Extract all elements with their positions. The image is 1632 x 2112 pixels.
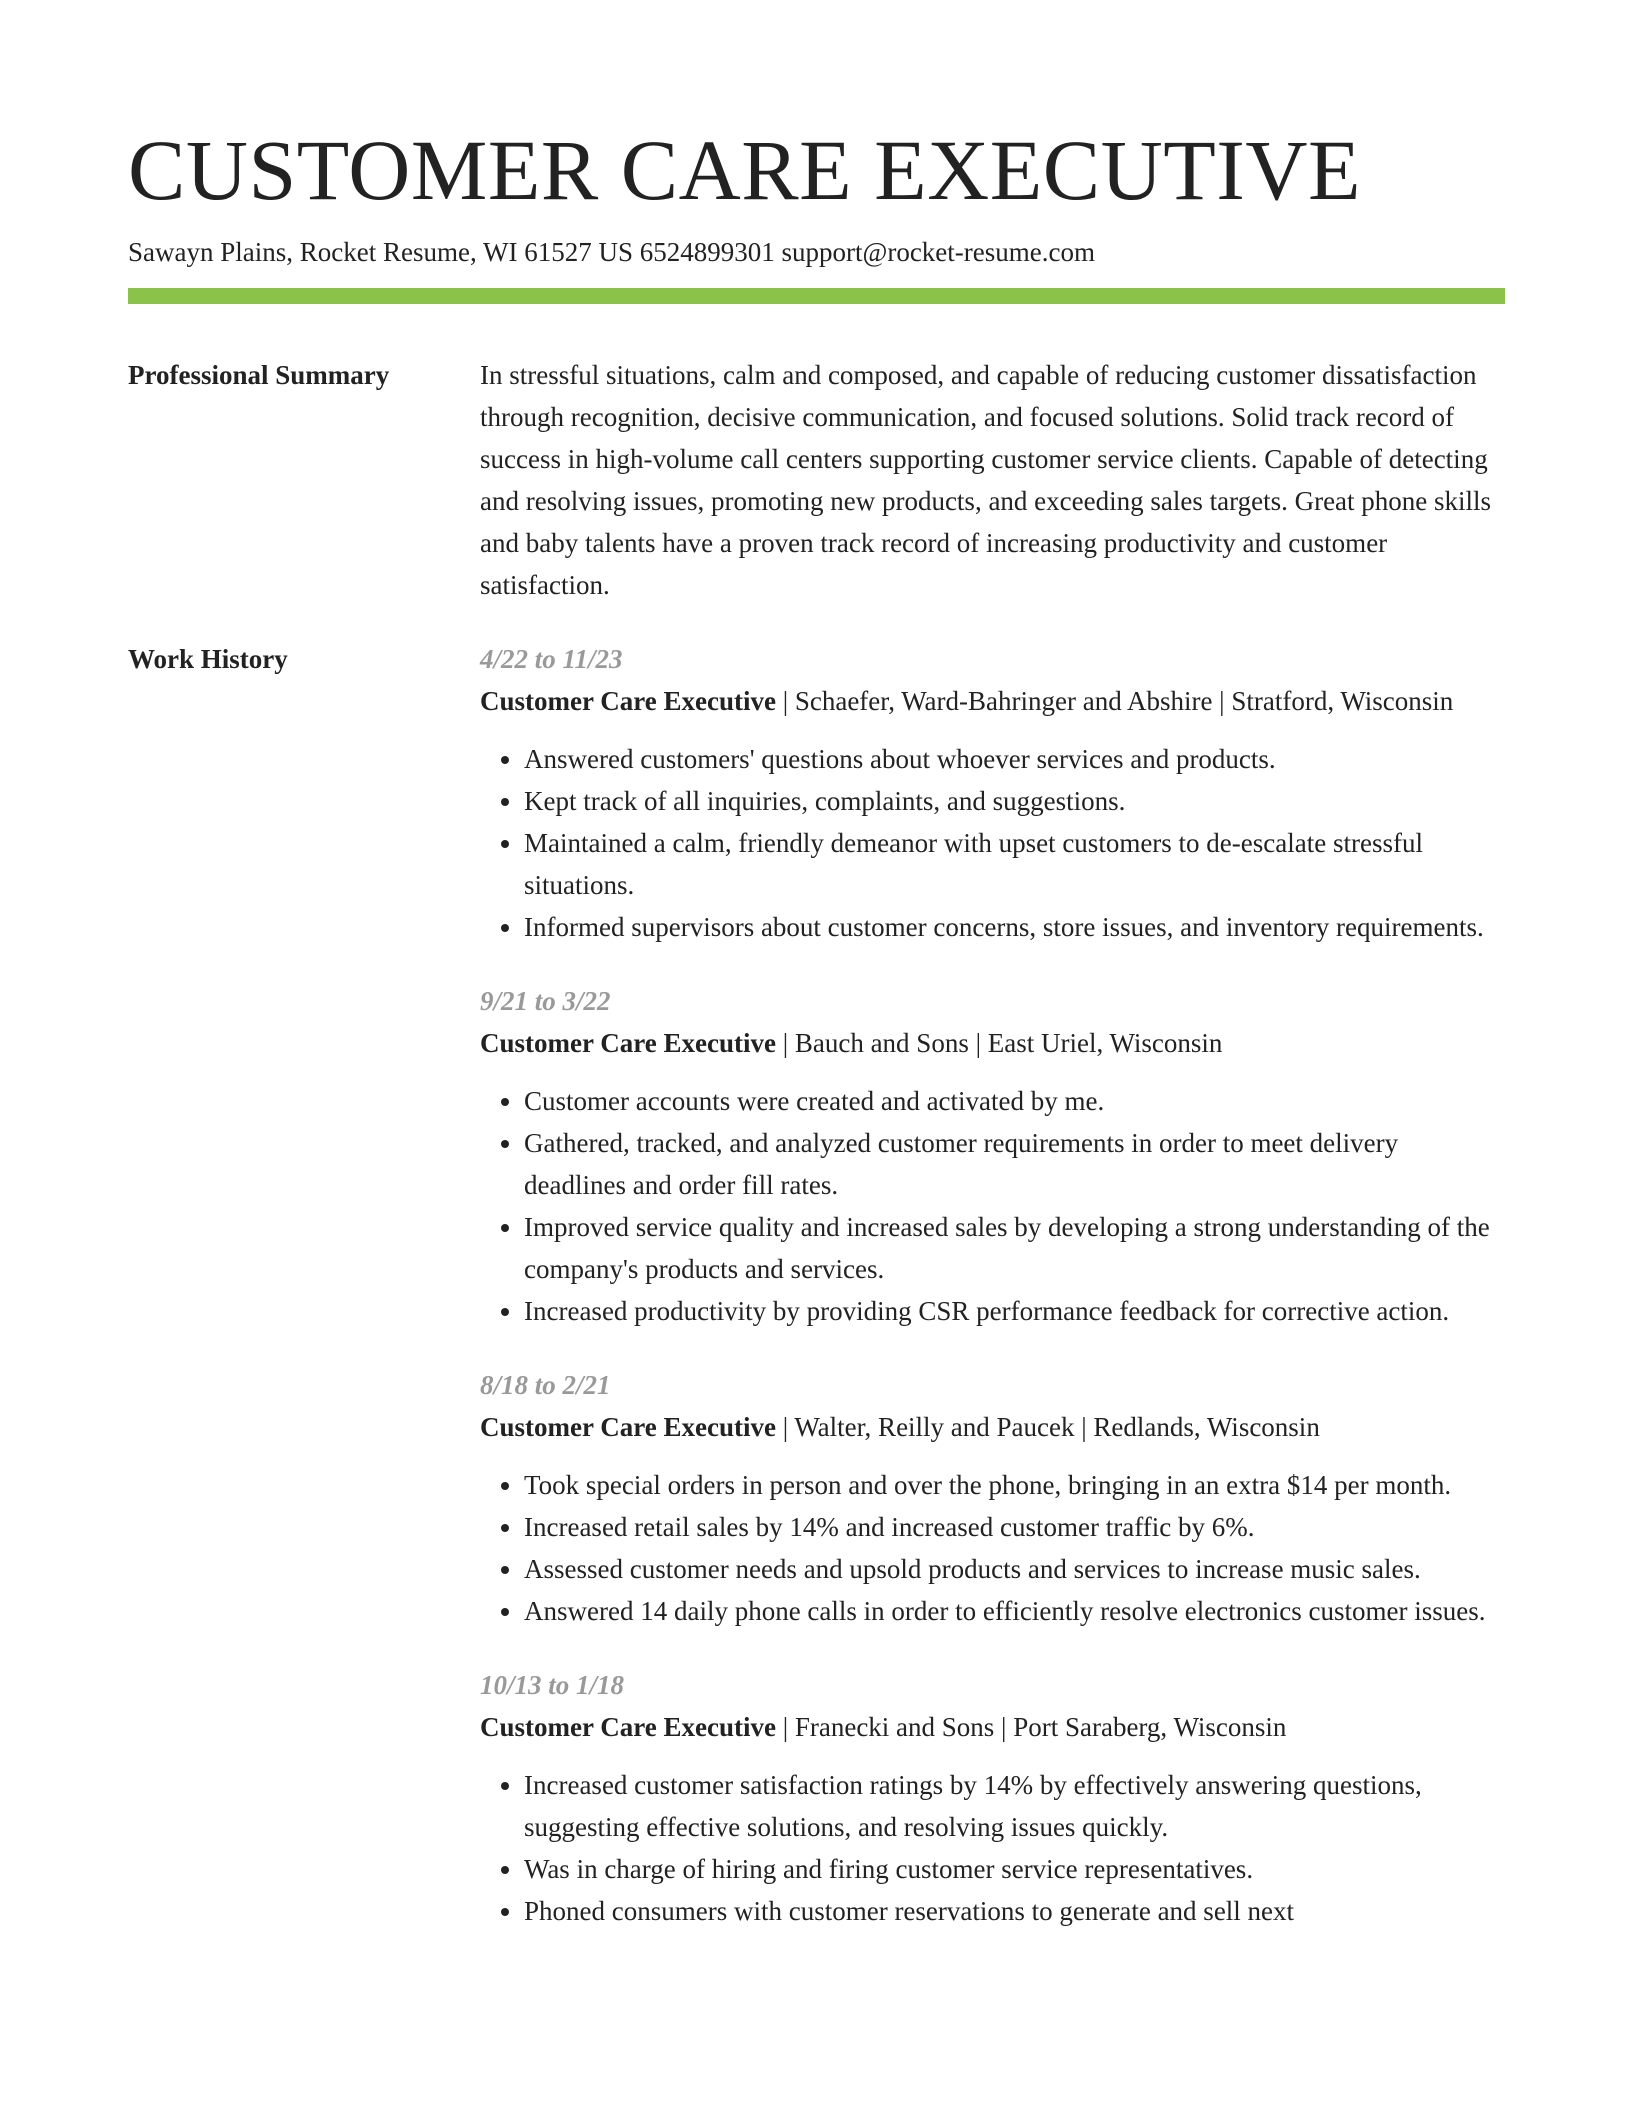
job-bullet: • Increased customer satisfaction ratings by 14% by effectively answering questions, suggesting effective solutions, and resolving issues quickly. [524,1764,1505,1848]
job-entry [480,1364,1505,1632]
job-bullet: • Improved service quality and increased sales by developing a strong understanding of the company's products and services. [524,1206,1505,1290]
work-history-section [128,638,1505,1932]
contact-info: Sawayn Plains, Rocket Resume, WI 61527 US 6524899301 support@rocket-resume.com [128,237,1095,267]
job-bullet: • Answered 14 daily phone calls in order to efficiently resolve electronics customer issues. [524,1590,1505,1632]
job-title: Customer Care Executive [480,1028,776,1058]
job-title-line [480,1406,1505,1448]
work-history-label: Work History [128,644,288,674]
job-bullets [480,738,1505,948]
job-bullet: • Phoned consumers with customer reservations to generate and sell next [524,1890,1505,1932]
job-dates: 9/21 to 3/22 [480,986,611,1016]
job-bullet: • Customer accounts were created and activated by me. [524,1080,1505,1122]
summary-text: In stressful situations, calm and composed, and capable of reducing customer dissatisfaction through recognition, decisive communication, and focused solutions. Solid track record of success in high-volume call centers supporting customer service clients. Capable of detecting and resolving issues, promoting new products, and exceeding sales targets. Great phone skills and baby talents have a proven track record of increasing productivity and customer satisfaction. [480,360,1492,600]
job-bullet: • Kept track of all inquiries, complaints, and suggestions. [524,780,1505,822]
job-title-line [480,680,1505,722]
job-details: | Bauch and Sons | East Uriel, Wisconsin [775,1028,1223,1058]
job-title-line [480,1022,1505,1064]
job-dates: 10/13 to 1/18 [480,1670,625,1700]
job-bullet: • Was in charge of hiring and firing customer service representatives. [524,1848,1505,1890]
job-details: | Schaefer, Ward-Bahringer and Abshire | Stratford, Wisconsin [775,686,1454,716]
summary-label: Professional Summary [128,360,390,390]
job-bullet: • Increased productivity by providing CSR performance feedback for corrective action. [524,1290,1505,1332]
resume-page [128,0,1505,1932]
job-dates: 8/18 to 2/21 [480,1370,611,1400]
job-entry [480,1664,1505,1932]
job-details: | Walter, Reilly and Paucek | Redlands, Wisconsin [775,1412,1320,1442]
job-entry [480,980,1505,1332]
job-title: Customer Care Executive [480,686,776,716]
job-bullet: • Maintained a calm, friendly demeanor with upset customers to de-escalate stressful situations. [524,822,1505,906]
job-bullet: • Gathered, tracked, and analyzed customer requirements in order to meet delivery deadlines and order fill rates. [524,1122,1505,1206]
job-details: | Franecki and Sons | Port Saraberg, Wisconsin [775,1712,1287,1742]
job-bullet: • Informed supervisors about customer concerns, store issues, and inventory requirements. [524,906,1505,948]
job-dates: 4/22 to 11/23 [480,644,623,674]
job-bullet: • Took special orders in person and over the phone, bringing in an extra $14 per month. [524,1464,1505,1506]
job-bullet: • Assessed customer needs and upsold products and services to increase music sales. [524,1548,1505,1590]
header-divider [128,288,1505,304]
job-bullets [480,1764,1505,1932]
job-bullets [480,1464,1505,1632]
job-bullets [480,1080,1505,1332]
resume-name: CUSTOMER CARE EXECUTIVE [128,122,1362,218]
job-title: Customer Care Executive [480,1712,776,1742]
summary-section [128,354,1505,606]
job-bullet: • Answered customers' questions about whoever services and products. [524,738,1505,780]
job-entry [480,638,1505,948]
job-bullet: • Increased retail sales by 14% and increased customer traffic by 6%. [524,1506,1505,1548]
job-title: Customer Care Executive [480,1412,776,1442]
job-title-line [480,1706,1505,1748]
